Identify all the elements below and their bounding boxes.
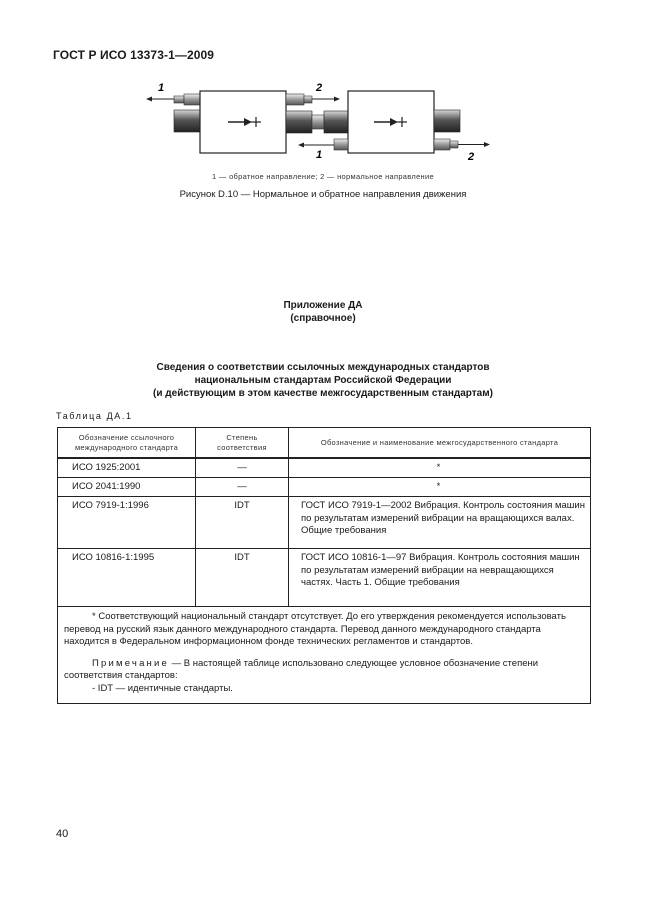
right-main-shaft [434, 110, 460, 132]
cell-ref: ИСО 7919-1:1996 [58, 497, 196, 548]
label-2-top: 2 [316, 82, 323, 94]
cell-name: * [436, 462, 441, 473]
note-text: — В настоящей таблице использовано следующее условное обозначение степени соответствия стандартов: [64, 657, 539, 681]
info-title-line-1: Сведения о соответствии ссылочных международных стандартов [156, 362, 490, 373]
label-2-bottom: 2 [468, 151, 475, 163]
label-1-bottom: 1 [316, 149, 323, 161]
page-number: 40 [56, 828, 69, 840]
header-degree: Степень соответствия [196, 428, 289, 457]
cell-degree: IDT [196, 497, 289, 548]
cell-degree: IDT [196, 549, 289, 606]
info-title-line-3: (и действующим в этом качестве межгосударственным стандартам) [153, 388, 493, 399]
table-header-row [58, 428, 590, 459]
figure-legend: 1 — обратное направление; 2 — нормальное направление [212, 172, 434, 181]
info-title [0, 361, 646, 400]
annex-line-1: Приложение ДА [283, 300, 363, 311]
footnote: * Соответствующий национальный стандарт отсутствует. До его утверждения рекомендуется использовать перевод на русский язык данного международного стандарта. Перевод данного международного стандарта находится в Федеральном информационном фонде технических регламентов и стандартов. [64, 611, 566, 647]
cell-name: ГОСТ ИСО 10816-1—97 Вибрация. Контроль состояния машин по результатам измерений вибрации на невращающихся частях. Часть 1. Общие требования [301, 552, 580, 588]
label-1-top: 1 [158, 82, 165, 94]
correspondence-table [57, 427, 591, 704]
cell-name: * [436, 481, 441, 492]
note-item: - IDT — идентичные стандарты. [92, 682, 233, 694]
info-title-line-2: национальным стандартам Российской Федерации [194, 375, 452, 386]
cell-degree: — [196, 459, 289, 477]
bottom-middle-shaft [298, 139, 348, 150]
table-row [58, 497, 590, 549]
figure-caption: Рисунок D.10 — Нормальное и обратное направления движения [179, 189, 467, 200]
cell-ref: ИСО 1925:2001 [58, 459, 196, 477]
top-middle-shaft [286, 94, 340, 105]
table-label: Таблица ДА.1 [56, 411, 133, 421]
direction-diagram [140, 78, 500, 168]
table-notes [58, 607, 590, 703]
cell-name: ГОСТ ИСО 7919-1—2002 Вибрация. Контроль состояния машин по результатам измерений вибрации на вращающихся валах. Общие требования [301, 500, 585, 536]
coupling-shaft [286, 111, 348, 133]
annex-line-2: (справочное) [290, 313, 356, 324]
document-header: ГОСТ Р ИСО 13373-1—2009 [53, 48, 215, 62]
cell-ref: ИСО 10816-1:1995 [58, 549, 196, 606]
annex-title [0, 299, 646, 325]
table-row [58, 549, 590, 607]
left-main-shaft [174, 110, 200, 132]
top-left-shaft [146, 94, 200, 105]
note [64, 658, 584, 683]
table-row [58, 459, 590, 478]
cell-ref: ИСО 2041:1990 [58, 478, 196, 496]
header-interstate-standard: Обозначение и наименование межгосударственного стандарта [320, 437, 559, 447]
note-label: Примечание [92, 657, 169, 669]
cell-degree: — [196, 478, 289, 496]
header-ref-standard: Обозначение ссылочного международного стандарта [58, 428, 196, 457]
bottom-right-shaft [434, 139, 490, 150]
table-row [58, 478, 590, 497]
